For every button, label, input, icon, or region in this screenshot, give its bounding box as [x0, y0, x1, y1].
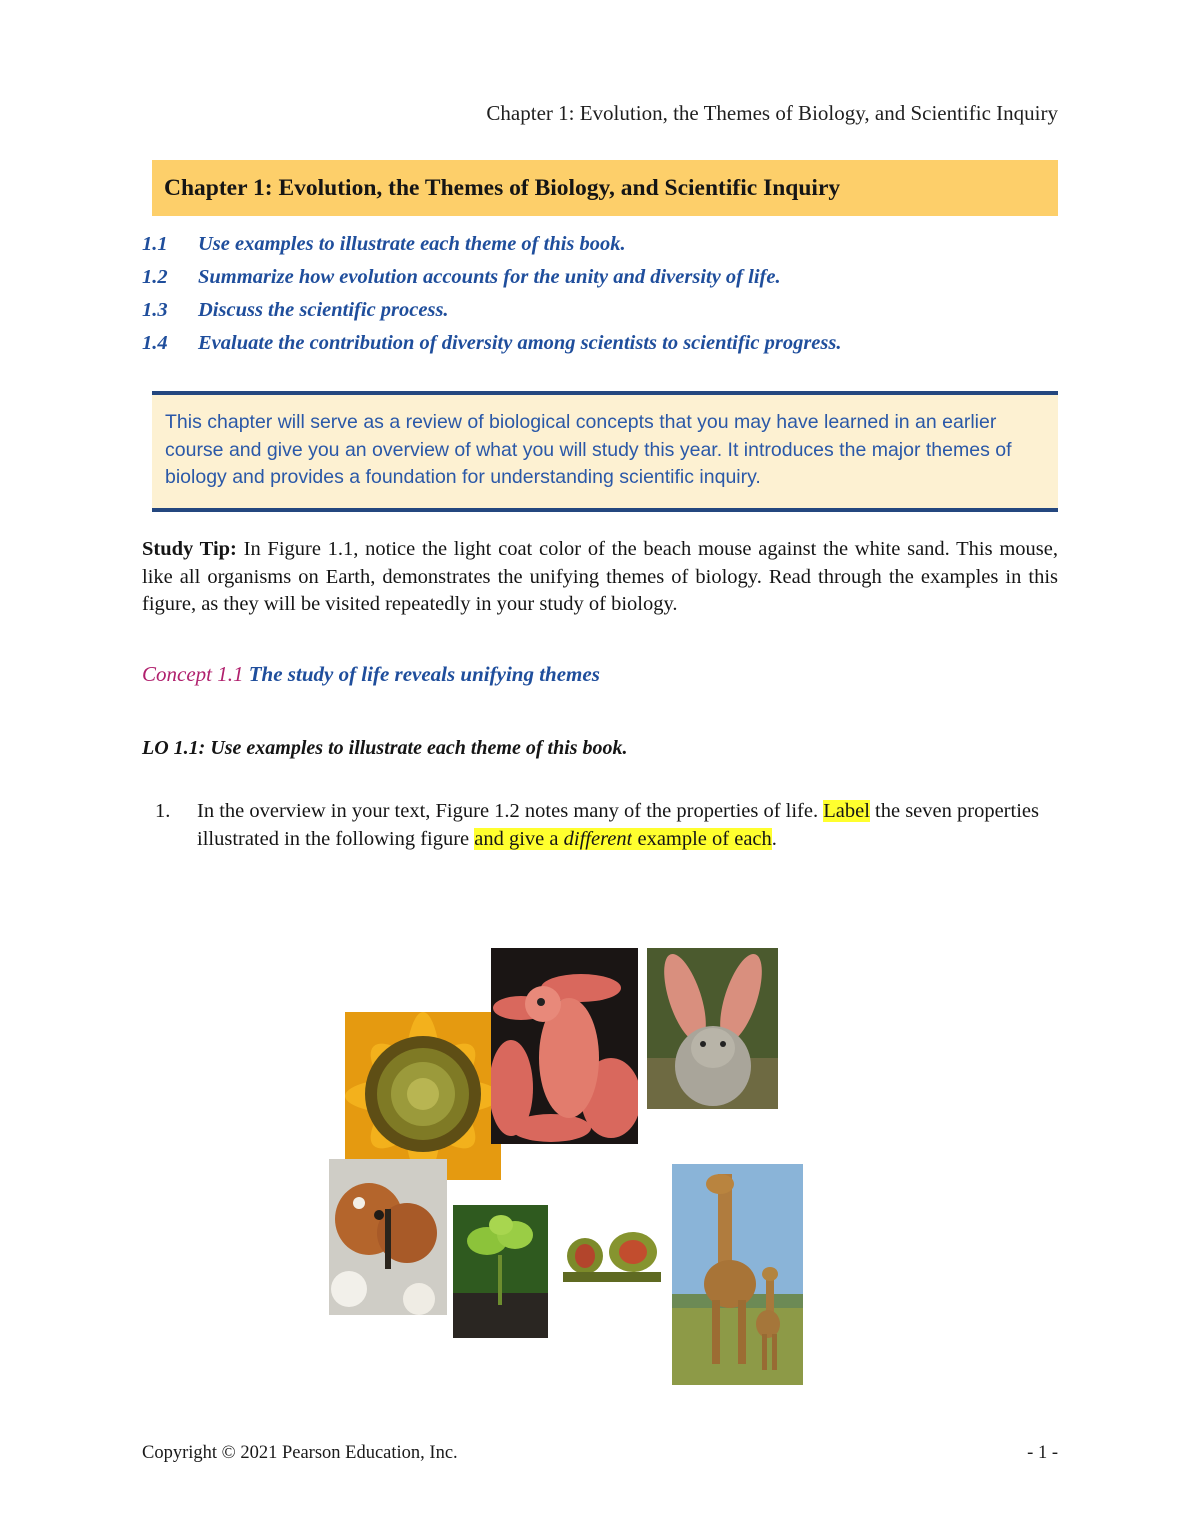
venus-flytrap-photo — [563, 1222, 661, 1282]
study-tip-text: In Figure 1.1, notice the light coat color of the beach mouse against the white sand. This mouse, like all organisms on Earth, demonstrates the unifying themes of biology. Read through the examples in this figure, as they will be visited repeatedly in your study of biology. — [142, 538, 1058, 615]
objective-text: Evaluate the contribution of diversity among scientists to scientific progress. — [198, 332, 842, 354]
question-item — [142, 798, 1058, 853]
overview-text: This chapter will serve as a review of biological concepts that you may have learned in an earlier course and give you an overview of what you will study this year. It introduces the major themes of biology and provides a foundation for understanding scientific inquiry. — [165, 411, 1012, 488]
objective-item — [142, 299, 1072, 332]
objective-item — [142, 266, 1072, 299]
lo-heading: LO 1.1: Use examples to illustrate each theme of this book. — [142, 737, 628, 759]
running-header: Chapter 1: Evolution, the Themes of Biology, and Scientific Inquiry — [486, 101, 1058, 125]
highlight-different: different — [563, 827, 633, 850]
concept-label: Concept 1.1 — [142, 662, 244, 686]
learning-objectives-list — [142, 233, 1072, 365]
butterfly-photo — [329, 1159, 447, 1315]
sunflower-photo — [345, 1012, 501, 1180]
question-text-part: the seven properties illustrated in the following figure — [197, 800, 1039, 850]
jackrabbit-photo — [647, 948, 778, 1109]
question-text-part: . — [771, 827, 777, 850]
copyright-footer: Copyright © 2021 Pearson Education, Inc. — [142, 1443, 458, 1463]
question-number: 1. — [155, 800, 171, 822]
objective-text: Summarize how evolution accounts for the unity and diversity of life. — [198, 266, 781, 288]
objective-number: 1.4 — [142, 332, 168, 354]
highlight-give: and give a — [474, 827, 564, 850]
objective-number: 1.2 — [142, 266, 168, 288]
objective-text: Discuss the scientific process. — [198, 299, 449, 321]
page-number: - 1 - — [1027, 1443, 1058, 1463]
highlight-label: Label — [823, 800, 870, 822]
objective-number: 1.3 — [142, 299, 168, 321]
question-text-part: In the overview in your text, Figure 1.2 notes many of the properties of life. — [197, 800, 824, 822]
study-tip-label: Study Tip: — [142, 538, 237, 560]
giraffe-photo — [672, 1164, 803, 1385]
objective-item — [142, 332, 1072, 365]
objective-text: Use examples to illustrate each theme of this book. — [198, 233, 626, 255]
seedling-photo — [453, 1205, 548, 1338]
concept-title: The study of life reveals unifying themes — [248, 662, 600, 686]
seahorse-photo — [491, 948, 638, 1144]
highlight-example: example of each — [632, 827, 772, 850]
objective-item — [142, 233, 1072, 266]
chapter-title: Chapter 1: Evolution, the Themes of Biology, and Scientific Inquiry — [164, 175, 841, 201]
concept-heading — [142, 662, 600, 687]
objective-number: 1.1 — [142, 233, 168, 255]
study-tip — [142, 536, 1058, 619]
question-text — [197, 798, 1058, 853]
